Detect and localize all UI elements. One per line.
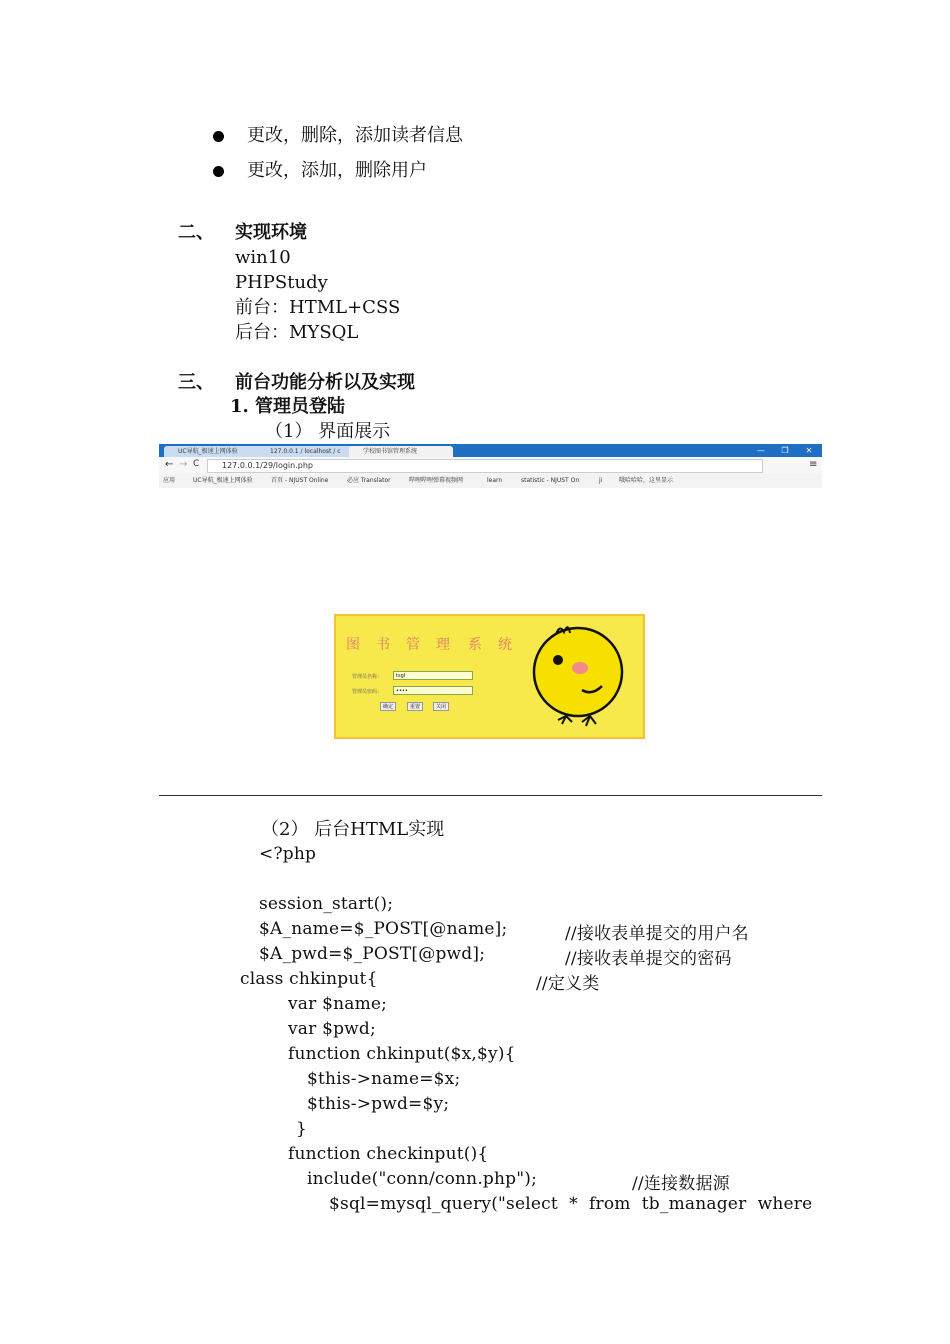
bookmark-item[interactable]: 首页 - NJUST Online [271, 477, 329, 484]
bookmark-item[interactable]: learn [487, 477, 503, 484]
reload-icon[interactable]: C [193, 459, 200, 469]
confirm-button[interactable]: 确定 [380, 702, 396, 711]
browser-tab[interactable]: 127.0.0.1 / localhost / c [256, 446, 358, 457]
close-icon[interactable]: ✕ [805, 446, 813, 455]
code-line: } [296, 1119, 308, 1139]
code-comment: //接收表单提交的密码 [565, 949, 732, 969]
code-line: function checkinput(){ [288, 1144, 489, 1164]
section-number: 二、 [178, 222, 214, 243]
code-line: var $name; [288, 994, 388, 1014]
env-line: win10 [235, 247, 291, 268]
code-line: include("conn/conn.php"); [307, 1169, 538, 1189]
bookmark-item[interactable]: 哔哩哔哩弹幕视频网 [409, 477, 464, 484]
bullet-item: 更改，添加，删除用户 [247, 160, 427, 181]
login-title-char: 书 [376, 637, 390, 653]
login-title-char: 管 [406, 637, 420, 653]
section-title: 实现环境 [235, 222, 307, 243]
browser-tab[interactable]: UC导航_极速上网体验 [164, 446, 266, 457]
bookmarks-bar [159, 474, 822, 488]
subsection-title: 1. 管理员登陆 [230, 396, 346, 417]
login-title-char: 图 [346, 637, 360, 653]
code-line: var $pwd; [288, 1019, 376, 1039]
url-input[interactable]: 127.0.0.1/29/login.php [207, 459, 763, 473]
password-field[interactable]: •••• [393, 686, 473, 695]
reset-button[interactable]: 重置 [407, 702, 423, 711]
menu-icon[interactable]: ≡ [809, 459, 818, 470]
divider [159, 795, 822, 796]
bookmark-item[interactable]: ji [599, 477, 603, 484]
subsection-item: （2） 后台HTML实现 [261, 819, 445, 840]
bookmark-item[interactable]: 哦哈哈哈，这里显示 [619, 477, 674, 484]
password-label: 管理员密码： [352, 689, 383, 695]
login-title-char: 统 [498, 637, 512, 653]
close-button[interactable]: 关闭 [433, 702, 449, 711]
code-comment: //接收表单提交的用户名 [565, 924, 749, 944]
bullet-item: 更改，删除，添加读者信息 [247, 125, 463, 146]
code-line: $this->name=$x; [307, 1069, 461, 1089]
chick-illustration [516, 620, 636, 736]
forward-icon[interactable]: → [179, 459, 188, 470]
address-bar [159, 457, 822, 475]
code-line: <?php [259, 844, 317, 864]
login-title-char: 系 [468, 637, 482, 653]
code-line: session_start(); [259, 894, 394, 914]
code-line: $sql=mysql_query("select * from tb_manager where [329, 1194, 813, 1214]
env-line: 前台：HTML+CSS [235, 297, 401, 318]
env-line: 后台：MYSQL [235, 322, 359, 343]
code-line: class chkinput{ [240, 969, 378, 989]
section-number: 三、 [178, 372, 214, 393]
name-label: 管理员名称： [352, 674, 383, 680]
code-line: $A_pwd=$_POST[@pwd]; [259, 944, 486, 964]
bookmark-item[interactable]: 应用 [163, 477, 176, 484]
env-line: PHPStudy [235, 272, 328, 293]
subsection-item: （1） 界面展示 [265, 421, 391, 442]
code-line: function chkinput($x,$y){ [288, 1044, 516, 1064]
code-comment: //连接数据源 [632, 1174, 730, 1194]
bookmark-item[interactable]: 必应 Translator [347, 477, 391, 484]
section-title: 前台功能分析以及实现 [235, 372, 415, 393]
login-panel [334, 614, 645, 739]
restore-icon[interactable]: ❐ [781, 446, 789, 455]
bullet-dot [213, 166, 224, 177]
code-comment: //定义类 [536, 974, 600, 994]
browser-tab[interactable]: 学校图书馆管理系统 [349, 446, 453, 457]
username-field[interactable]: tsgl [393, 671, 473, 680]
login-title-char: 理 [436, 637, 450, 653]
browser-screenshot [159, 444, 822, 488]
code-line: $A_name=$_POST[@name]; [259, 919, 508, 939]
minimize-icon[interactable]: — [757, 446, 765, 455]
tab-bar [159, 444, 822, 457]
bookmark-item[interactable]: statistic - NJUST On [521, 477, 580, 484]
bookmark-item[interactable]: UC导航_极速上网体验 [193, 477, 253, 484]
code-line: $this->pwd=$y; [307, 1094, 450, 1114]
bullet-dot [213, 131, 224, 142]
back-icon[interactable]: ← [165, 459, 174, 470]
